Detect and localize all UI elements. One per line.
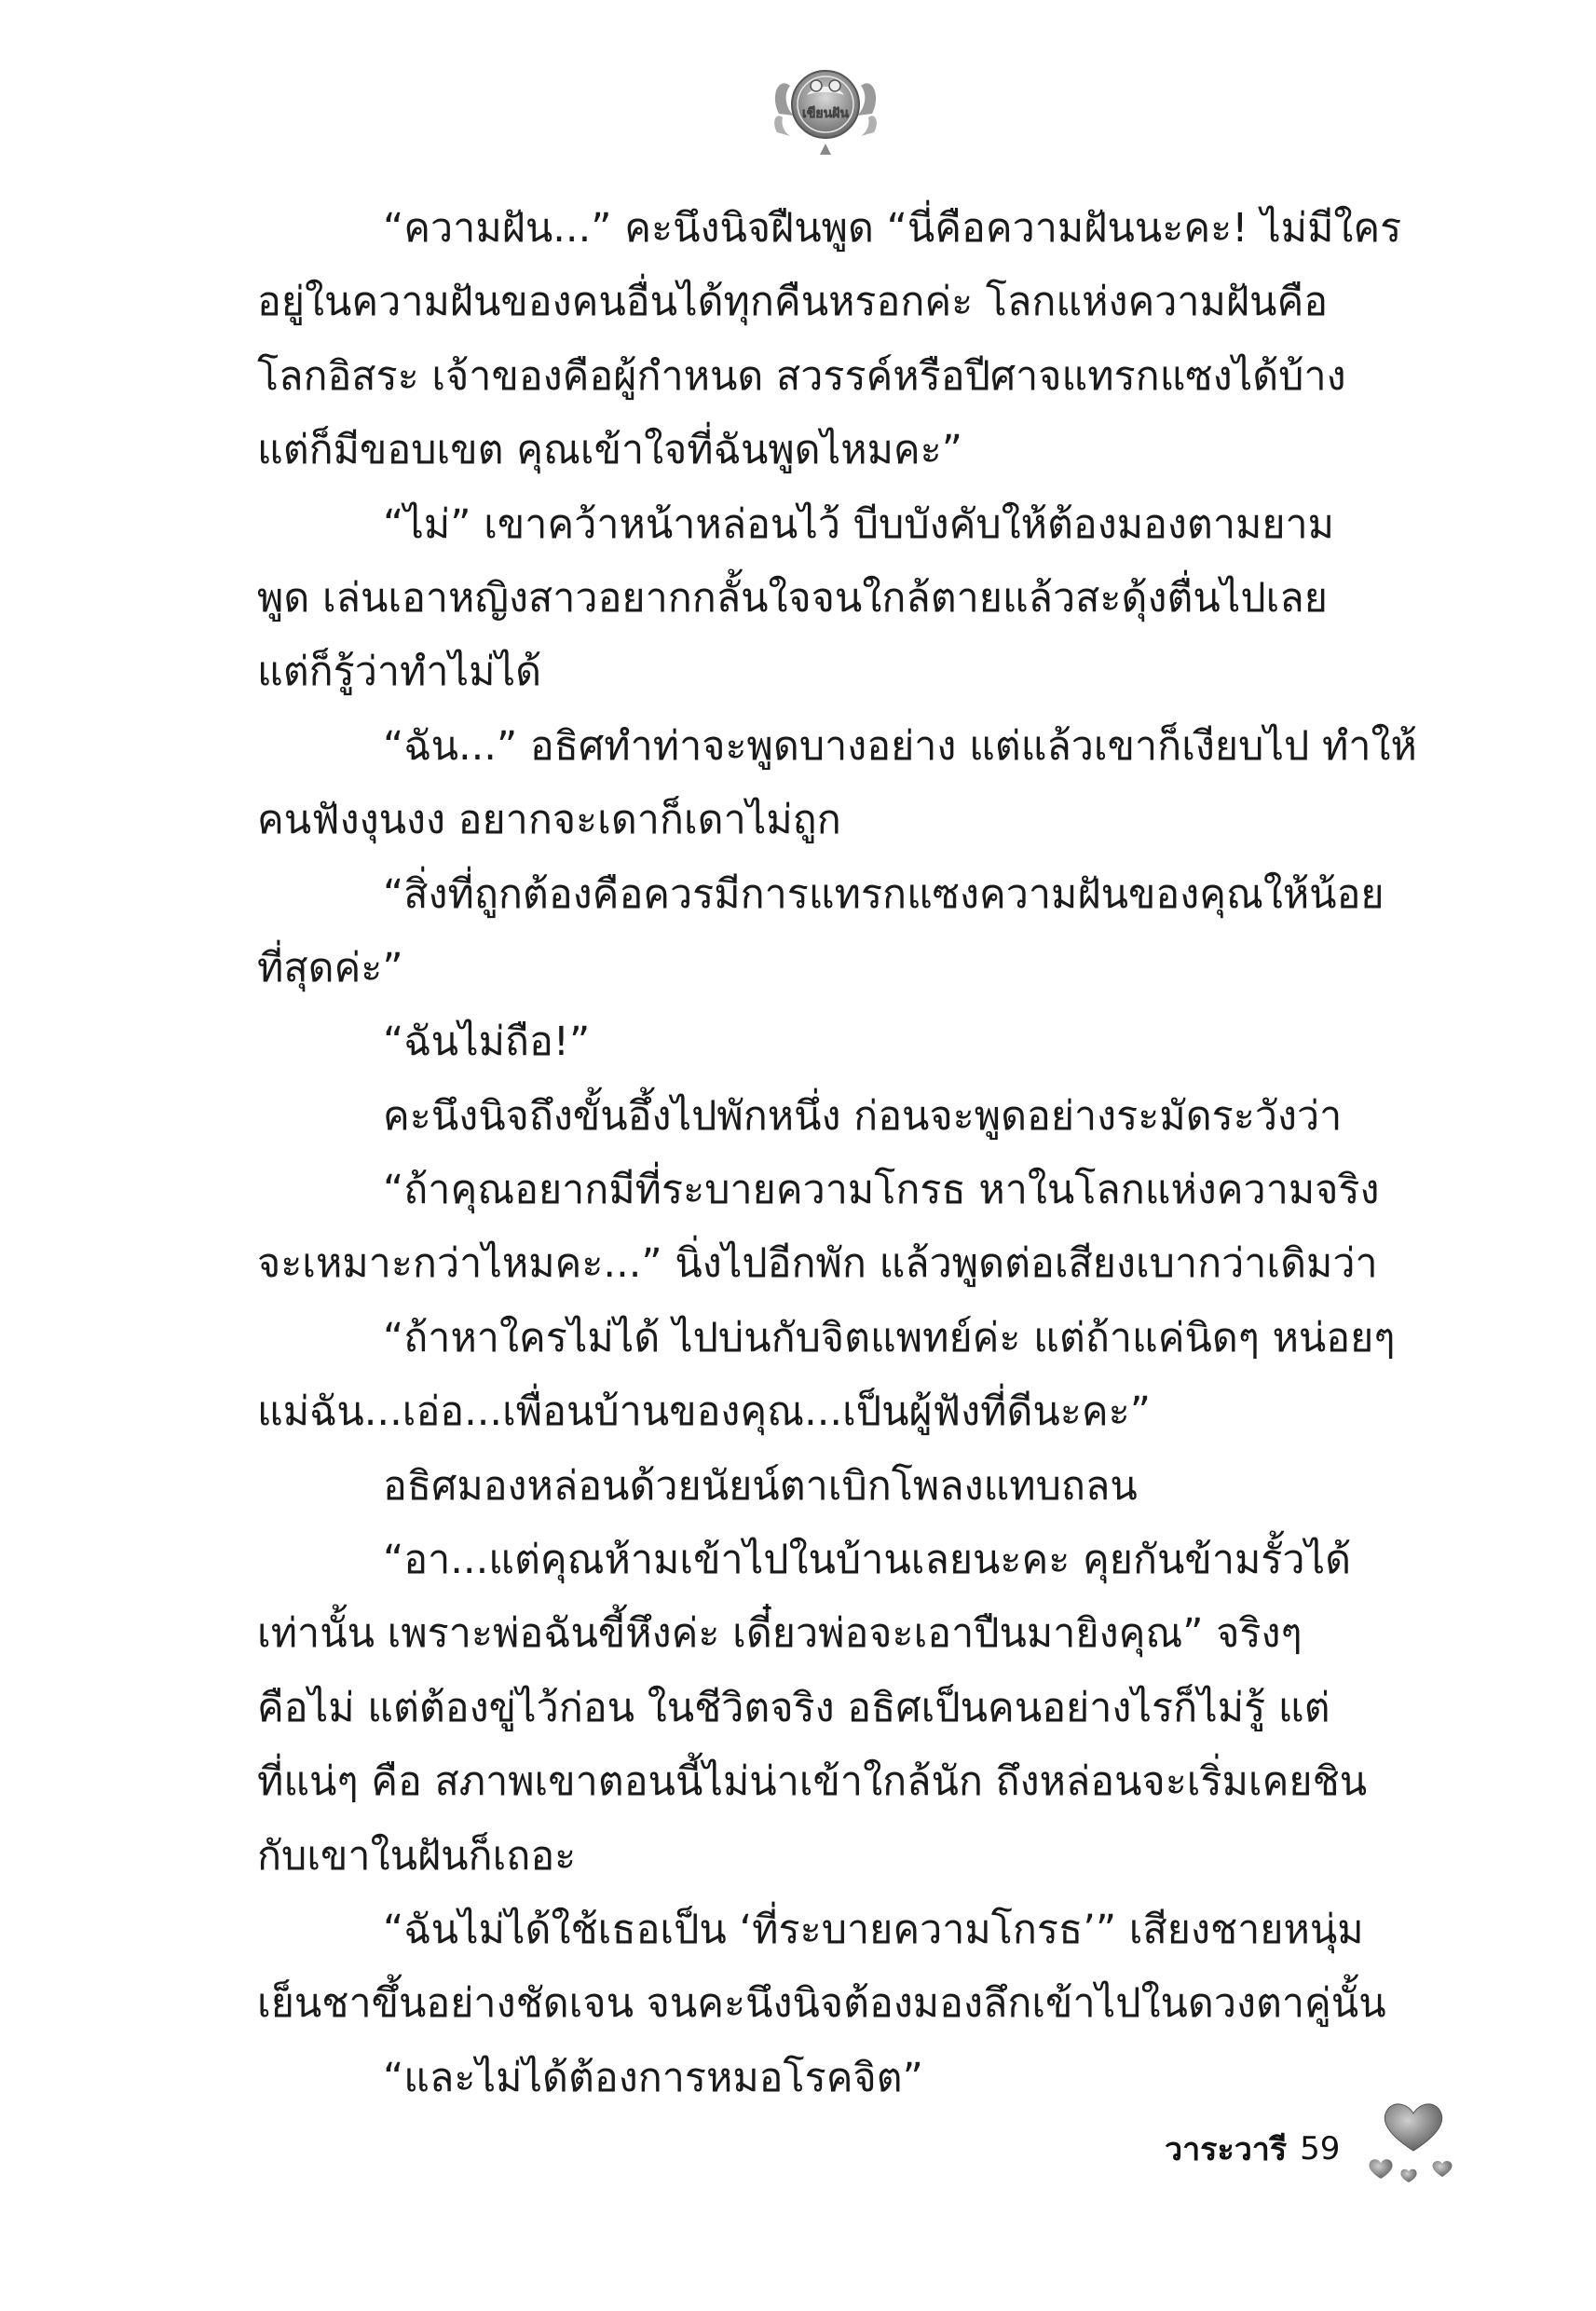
text-line: “ความฝัน...” คะนึงนิจฝืนพูด “นี่คือความฝันนะคะ! ไม่มีใคร: [383, 205, 1402, 252]
body-text: [257, 192, 1433, 2115]
text-line: เท่านั้น เพราะพ่อฉันขี้หึงค่ะ เดี๋ยวพ่อจะเอาปืนมายิงคุณ” จริงๆ: [257, 1610, 1303, 1658]
emblem-text: เขียนฝัน: [802, 106, 849, 121]
text-line: แต่ก็รู้ว่าทำไม่ได้: [257, 649, 542, 696]
text-line: อยู่ในความฝันของคนอื่นได้ทุกคืนหรอกค่ะ โลกแห่งความฝันคือ: [257, 279, 1329, 326]
page-footer: [1165, 2121, 1340, 2177]
text-line: พูด เล่นเอาหญิงสาวอยากกลั้นใจจนใกล้ตายแล้วสะดุ้งตื่นไปเลย: [257, 574, 1328, 622]
page-number: 59: [1300, 2130, 1341, 2167]
text-line: จะเหมาะกว่าไหมคะ...” นิ่งไปอีกพัก แล้วพูดต่อเสียงเบากว่าเดิมว่า: [257, 1240, 1378, 1288]
text-line: โลกอิสระ เจ้าของคือผู้กำหนด สวรรค์หรือปีศาจแทรกแซงได้บ้าง: [257, 352, 1346, 400]
text-line: “ถ้าคุณอยากมีที่ระบายความโกรธ หาในโลกแห่งความจริง: [383, 1167, 1380, 1214]
text-line: “และไม่ได้ต้องการหมอโรคจิต”: [383, 2054, 923, 2101]
text-line: คือไม่ แต่ต้องขู่ไว้ก่อน ในชีวิตจริง อธิศเป็นคนอย่างไรก็ไม่รู้ แต่: [257, 1684, 1330, 1731]
text-line: กับเขาในฝันก็เถอะ: [257, 1832, 577, 1880]
text-line: “ถ้าหาใครไม่ได้ ไปบ่นกับจิตแพทย์ค่ะ แต่ถ้าแค่นิดๆ หน่อยๆ: [383, 1314, 1396, 1361]
text-line: แต่ก็มีขอบเขต คุณเข้าใจที่ฉันพูดไหมคะ”: [257, 427, 963, 474]
text-line: “สิ่งที่ถูกต้องคือควรมีการแทรกแซงความฝันของคุณให้น้อย: [383, 870, 1385, 918]
text-line: คนฟังงุนงง อยากจะเดาก็เดาไม่ถูก: [257, 797, 841, 844]
text-line: เย็นชาขึ้นอย่างชัดเจน จนคะนึงนิจต้องมองลึกเข้าไปในดวงตาคู่นั้น: [257, 1980, 1386, 2028]
text-line: “ฉัน...” อธิศทำท่าจะพูดบางอย่าง แต่แล้วเขาก็เงียบไป ทำให้: [383, 722, 1417, 770]
text-line: “ฉันไม่ถือ!”: [383, 1019, 591, 1066]
text-line: ที่แน่ๆ คือ สภาพเขาตอนนี้ไม่น่าเข้าใกล้นัก ถึงหล่อนจะเริ่มเคยชิน: [257, 1758, 1368, 1806]
text-line: “ไม่” เขาคว้าหน้าหล่อนไว้ บีบบังคับให้ต้องมองตามยาม: [383, 500, 1335, 548]
book-title: วาระวารี: [1165, 2131, 1288, 2168]
crest-icon: [770, 58, 881, 158]
text-line: อธิศมองหล่อนด้วยนัยน์ตาเบิกโพลงแทบถลน: [383, 1462, 1138, 1510]
text-line: “อา...แต่คุณห้ามเข้าไปในบ้านเลยนะคะ คุยกันข้ามรั้วได้: [383, 1537, 1352, 1584]
text-line: แม่ฉัน...เอ่อ...เพื่อนบ้านของคุณ...เป็นผู้ฟังที่ดีนะคะ”: [257, 1388, 1151, 1436]
text-line: “ฉันไม่ได้ใช้เธอเป็น ‘ที่ระบายความโกรธ’” เสียงชายหนุ่ม: [383, 1906, 1364, 1953]
hearts-icon: [1362, 2093, 1465, 2186]
text-line: ที่สุดค่ะ”: [257, 944, 403, 991]
text-line: คะนึงนิจถึงขั้นอึ้งไปพักหนึ่ง ก่อนจะพูดอย่างระมัดระวังว่า: [383, 1092, 1343, 1140]
